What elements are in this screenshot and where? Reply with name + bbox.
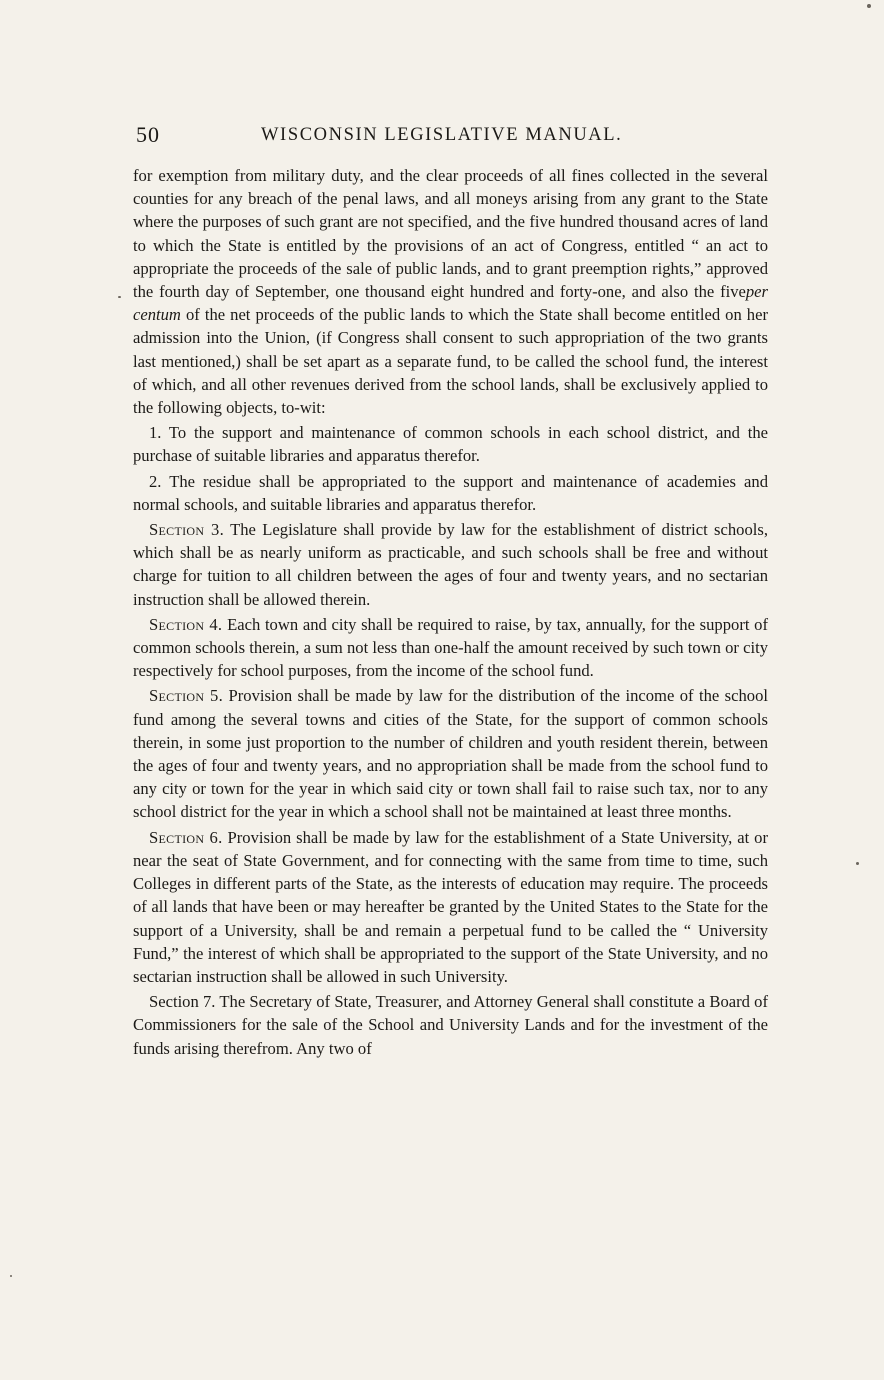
list-item-2: [133, 470, 768, 516]
scan-speck: [867, 4, 871, 8]
section-label: Section 5.: [149, 686, 224, 706]
scan-speck: [118, 296, 121, 298]
paragraph-text: for exemption from military duty, and the clear proceeds of all fines collected in the several counties for any breach of the penal laws, and all moneys arising from any grant to the State where the purposes of such grant are not specified, and the five hundred thousand acres of land to which the State is entitled by the provisions of an act of Congress, entitled “ an act to appropriate the proceeds of the sale of public lands, and to grant preemption rights,” approved the fourth day of September, one thousand eight hundred and forty-one, and also the five: [133, 166, 768, 302]
paragraph-continuation: [133, 164, 768, 419]
section-label: Section 7.: [149, 992, 216, 1012]
section-label: Section 4.: [149, 614, 223, 634]
scan-speck: [856, 862, 859, 865]
section-5: [133, 684, 768, 823]
paragraph-text: of the net proceeds of the public lands to which the State shall become entitled on her admission into the Union, (if Congress shall consent to such appropriation of the two grants last mentioned,) shall be set apart as a separate fund, to be called the school fund, the interest of which, and all other revenues derived from the school lands, shall be exclusively applied to the following objects, to-wit:: [133, 305, 768, 418]
italic-term: per centum: [133, 282, 768, 325]
paragraph-text: The Legislature shall provide by law for the establishment of district schools, which shall be as nearly uniform as practicable, and such schools shall be free and without charge for tuition to all children between the ages of four and twenty years, and no sectarian instruction shall be allowed therein.: [133, 520, 768, 609]
section-label: Section 6.: [149, 827, 223, 847]
section-3: [133, 518, 768, 611]
paragraph-text: Provision shall be made by law for the establishment of a State University, at or near the seat of State Government, and for connecting with the same from time to time, such Colleges in different parts of the State, as the interests of education may require. The proceeds of all lands that have been or may hereafter be granted by the United States to the State for the support of a University, shall be and remain a perpetual fund to be called the “ University Fund,” the interest of which shall be appropriated to the support of the State University, and no sectarian instruction shall be allowed in such University.: [133, 827, 768, 986]
running-title: WISCONSIN LEGISLATIVE MANUAL.: [261, 125, 623, 145]
paragraph-text: 2. The residue shall be appropriated to the support and maintenance of academies and normal schools, and suitable libraries and apparatus therefor.: [133, 471, 768, 514]
paragraph-text: The Secretary of State, Treasurer, and Attorney General shall constitute a Board of Commissioners for the sale of the School and University Lands and for the investment of the funds arising therefrom. Any two of: [133, 992, 768, 1058]
section-4: [133, 613, 768, 683]
list-item-1: [133, 421, 768, 467]
page-number: 50: [136, 122, 160, 147]
paragraph-text: 1. To the support and maintenance of common schools in each school district, and the purchase of suitable libraries and apparatus therefor.: [133, 423, 768, 466]
body-text: [133, 164, 768, 1062]
scan-speck: [10, 1275, 12, 1277]
section-label: Section 3.: [149, 520, 225, 540]
paragraph-text: Each town and city shall be required to raise, by tax, annually, for the support of common schools therein, a sum not less than one-half the amount received by such town or city respectively for school purposes, from the income of the school fund.: [133, 614, 768, 681]
paragraph-text: Provision shall be made by law for the distribution of the income of the school fund among the several towns and cities of the State, for the support of common schools therein, in some just proportion to the number of children and youth resident therein, between the ages of four and twenty years, and no appropriation shall be made from the school fund to any city or town for the year in which said city or town shall fail to raise such tax, nor to any school district for the year in which a school shall not be maintained at least three months.: [133, 686, 768, 822]
section-6: [133, 826, 768, 988]
section-7: [133, 990, 768, 1060]
page-header: [133, 122, 773, 152]
